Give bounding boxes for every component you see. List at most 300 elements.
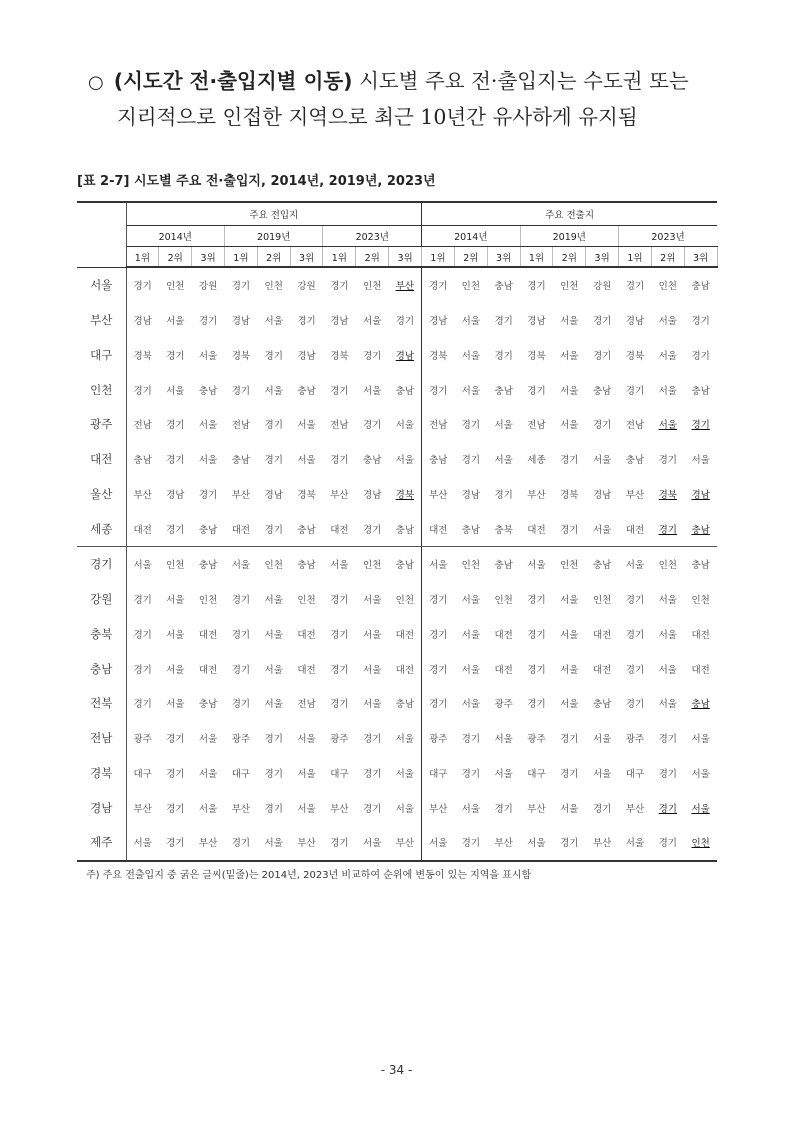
table-cell: 인천 <box>658 560 677 572</box>
table-cell: 인천 <box>363 281 382 293</box>
table-cell: 경기 <box>231 699 251 711</box>
row-region-label: 세종 <box>77 511 126 546</box>
header-year: 2023년 <box>323 226 422 247</box>
table-cell: 충남 <box>454 511 487 546</box>
intro-line-1 <box>88 64 728 100</box>
header-rank: 3위 <box>586 247 619 268</box>
table-cell: 부산 <box>330 489 349 501</box>
table-cell: 경기 <box>198 489 218 501</box>
header-rank: 1위 <box>619 247 652 268</box>
table-cell: 인천 <box>494 595 513 607</box>
table-cell: 서울 <box>592 734 612 746</box>
table-cell: 경북 <box>422 338 455 373</box>
table-cell: 서울 <box>297 734 316 746</box>
table-cell: 경기 <box>527 385 546 397</box>
table-cell: 세종 <box>527 455 546 467</box>
table-cell: 대구 <box>422 756 455 791</box>
table-cell: 충남 <box>494 385 513 397</box>
table-cell: 경기 <box>691 420 710 432</box>
table-cell: 경기 <box>166 803 185 815</box>
table-cell: 인천 <box>461 560 480 572</box>
table-cell: 경기 <box>166 455 185 467</box>
table-cell: 경기 <box>658 455 677 467</box>
table-cell: 서울 <box>198 734 218 746</box>
table-cell: 경기 <box>159 825 192 861</box>
header-rank: 2위 <box>356 247 389 268</box>
table-cell: 경북 <box>133 350 152 362</box>
header-year: 2019년 <box>520 226 618 247</box>
table-cell: 경북 <box>625 350 645 362</box>
table-cell: 대전 <box>592 629 612 641</box>
table-cell: 인천 <box>560 281 579 293</box>
table-cell: 충남 <box>422 442 455 477</box>
table-cell: 경기 <box>527 699 546 711</box>
header-year: 2014년 <box>126 226 224 247</box>
table-cell: 경기 <box>330 699 349 711</box>
table-cell: 경기 <box>691 316 710 328</box>
table-cell: 대구 <box>625 768 645 780</box>
row-region-label: 울산 <box>77 477 126 512</box>
table-cell: 경기 <box>330 385 349 397</box>
table-cell: 경기 <box>323 825 356 861</box>
table-cell: 인천 <box>166 560 185 572</box>
table-cell: 전남 <box>625 420 645 432</box>
table-cell: 경기 <box>494 489 513 501</box>
table-cell: 경기 <box>658 768 677 780</box>
table-cell: 경기 <box>560 455 579 467</box>
table-cell: 인천 <box>297 595 316 607</box>
row-region-label: 광주 <box>77 407 126 442</box>
table-cell: 경기 <box>166 420 185 432</box>
header-blank <box>77 202 126 267</box>
table-cell: 대전 <box>422 511 455 546</box>
table-cell: 서울 <box>395 768 415 780</box>
table-cell: 서울 <box>658 629 677 641</box>
table-cell: 서울 <box>264 385 283 397</box>
table-cell: 경기 <box>527 595 546 607</box>
table-cell: 서울 <box>658 595 677 607</box>
row-region-label: 충남 <box>77 651 126 686</box>
table-cell: 대전 <box>691 629 710 641</box>
table-cell: 서울 <box>395 734 415 746</box>
table-cell: 경기 <box>133 385 152 397</box>
table-cell: 인천 <box>166 281 185 293</box>
table-cell: 서울 <box>264 699 283 711</box>
table-cell: 경기 <box>560 734 579 746</box>
table-cell: 경기 <box>592 803 612 815</box>
table-cell: 서울 <box>691 455 710 467</box>
table-cell: 충남 <box>198 385 218 397</box>
table-cell: 충남 <box>198 699 218 711</box>
table-cell: 대구 <box>133 768 152 780</box>
table-cell: 서울 <box>461 629 480 641</box>
table-cell: 경기 <box>422 617 455 652</box>
header-rank: 2위 <box>257 247 290 268</box>
table-cell: 충남 <box>691 281 710 293</box>
table-cell: 경기 <box>461 420 480 432</box>
table-cell: 서울 <box>395 420 415 432</box>
table-cell: 전남 <box>133 420 152 432</box>
table-cell: 경기 <box>264 803 283 815</box>
table-cell: 경기 <box>592 350 612 362</box>
intro-paragraph <box>88 64 728 134</box>
table-cell: 경남 <box>527 316 546 328</box>
table-cell: 대전 <box>395 629 415 641</box>
table-cell: 서울 <box>395 455 415 467</box>
header-rank: 2위 <box>159 247 192 268</box>
header-year: 2023년 <box>619 226 718 247</box>
table-row <box>77 582 717 617</box>
table-cell: 경북 <box>395 489 415 501</box>
header-year: 2019년 <box>224 226 322 247</box>
table-cell: 서울 <box>658 699 677 711</box>
table-cell: 서울 <box>560 664 579 676</box>
table-row <box>77 511 717 546</box>
table-cell: 서울 <box>560 316 579 328</box>
table-cell: 경기 <box>133 629 152 641</box>
table-cell: 서울 <box>422 547 455 582</box>
table-cell: 경기 <box>133 699 152 711</box>
table-cell: 서울 <box>257 825 290 861</box>
table-row <box>77 407 717 442</box>
table-cell: 서울 <box>166 385 185 397</box>
table-cell: 충남 <box>691 385 710 397</box>
table-cell: 부산 <box>290 825 323 861</box>
table-cell: 대전 <box>297 629 316 641</box>
table-row <box>77 442 717 477</box>
row-region-label: 부산 <box>77 303 126 338</box>
table-cell: 충남 <box>363 455 382 467</box>
table-cell: 전남 <box>527 420 546 432</box>
row-region-label: 전북 <box>77 686 126 721</box>
table-cell: 광주 <box>330 734 349 746</box>
row-region-label: 서울 <box>77 267 126 303</box>
table-cell: 경기 <box>461 768 480 780</box>
table-cell: 인천 <box>461 281 480 293</box>
table-cell: 경기 <box>264 768 283 780</box>
table-cell: 서울 <box>658 350 677 362</box>
table-cell: 서울 <box>461 664 480 676</box>
table-cell: 부산 <box>586 825 619 861</box>
table-cell: 서울 <box>198 455 218 467</box>
table-cell: 경기 <box>553 511 586 546</box>
table-cell: 경기 <box>651 825 684 861</box>
table-cell: 인천 <box>592 595 612 607</box>
table-cell: 경기 <box>224 825 257 861</box>
table-row <box>77 303 717 338</box>
table-cell: 경기 <box>560 768 579 780</box>
table-cell: 충남 <box>395 560 415 572</box>
table-cell: 서울 <box>494 768 513 780</box>
table-cell: 전남 <box>330 420 349 432</box>
table-cell: 인천 <box>264 281 283 293</box>
header-rank: 1위 <box>422 247 455 268</box>
table-row <box>77 267 717 303</box>
table-cell: 경기 <box>592 420 612 432</box>
table-cell: 서울 <box>527 560 546 572</box>
table-cell: 경기 <box>231 629 251 641</box>
table-cell: 서울 <box>166 664 185 676</box>
bullet-icon: ○ <box>88 72 104 93</box>
table-cell: 경남 <box>231 316 251 328</box>
table-cell: 서울 <box>520 825 553 861</box>
table-cell: 경기 <box>330 281 349 293</box>
header-rank: 1위 <box>323 247 356 268</box>
table-cell: 서울 <box>264 664 283 676</box>
table-cell: 인천 <box>560 560 579 572</box>
table-cell: 대전 <box>494 664 513 676</box>
table-cell: 충남 <box>290 511 323 546</box>
table-cell: 대전 <box>198 629 218 641</box>
table-caption: [표 2-7] 시도별 주요 전·출입지, 2014년, 2019년, 2023년 <box>77 174 436 189</box>
table-cell: 서울 <box>691 768 710 780</box>
table-cell: 서울 <box>619 825 652 861</box>
table-cell: 서울 <box>494 455 513 467</box>
table-cell: 인천 <box>264 560 283 572</box>
header-rank: 2위 <box>553 247 586 268</box>
table-cell: 충남 <box>395 699 415 711</box>
row-region-label: 경남 <box>77 790 126 825</box>
row-region-label: 충북 <box>77 617 126 652</box>
table-cell: 강원 <box>297 281 316 293</box>
table-cell: 경기 <box>264 455 283 467</box>
header-rank: 3위 <box>389 247 422 268</box>
table-cell: 경남 <box>592 489 612 501</box>
table-cell: 경북 <box>297 489 316 501</box>
table-cell: 경기 <box>363 768 382 780</box>
table-cell: 경기 <box>527 664 546 676</box>
table-cell: 경기 <box>363 803 382 815</box>
table-cell: 경기 <box>264 350 283 362</box>
table-cell: 서울 <box>560 803 579 815</box>
table-cell: 서울 <box>494 420 513 432</box>
table-cell: 강원 <box>198 281 218 293</box>
table-cell: 부산 <box>625 803 645 815</box>
table-cell: 부산 <box>422 790 455 825</box>
table-cell: 서울 <box>363 316 382 328</box>
table-cell: 경기 <box>330 595 349 607</box>
table-cell: 경기 <box>264 734 283 746</box>
header-rank: 1위 <box>126 247 159 268</box>
intro-bold-heading: (시도간 전·출입지별 이동) <box>113 69 353 93</box>
header-rank: 2위 <box>651 247 684 268</box>
table-cell: 서울 <box>658 316 677 328</box>
table-cell: 경기 <box>651 511 684 546</box>
table-cell: 서울 <box>560 385 579 397</box>
table-cell: 경기 <box>133 664 152 676</box>
table-row <box>77 338 717 373</box>
table-cell: 서울 <box>363 595 382 607</box>
table-cell: 서울 <box>560 595 579 607</box>
table-cell: 서울 <box>363 629 382 641</box>
table-cell: 경기 <box>133 595 152 607</box>
table-cell: 대전 <box>297 664 316 676</box>
table-cell: 경기 <box>658 803 677 815</box>
header-rank: 1위 <box>520 247 553 268</box>
table-cell: 경기 <box>625 699 645 711</box>
table-cell: 경기 <box>166 768 185 780</box>
table-cell: 경기 <box>133 281 152 293</box>
table-cell: 인천 <box>198 595 218 607</box>
table-cell: 경기 <box>625 281 645 293</box>
table-cell: 부산 <box>231 803 251 815</box>
table-cell: 경기 <box>264 420 283 432</box>
table-row <box>77 756 717 791</box>
table-cell: 경기 <box>592 316 612 328</box>
table-cell: 경기 <box>330 664 349 676</box>
table-row <box>77 651 717 686</box>
table-cell: 서울 <box>625 560 645 572</box>
table-cell: 경기 <box>625 385 645 397</box>
table-cell: 충남 <box>389 511 422 546</box>
table-cell: 서울 <box>658 664 677 676</box>
table-cell: 경기 <box>159 511 192 546</box>
table-cell: 서울 <box>297 803 316 815</box>
table-cell: 경기 <box>166 734 185 746</box>
table-cell: 경기 <box>363 734 382 746</box>
table-cell: 경남 <box>133 316 152 328</box>
table-cell: 서울 <box>297 455 316 467</box>
table-cell: 충남 <box>494 281 513 293</box>
table-cell: 경북 <box>658 489 677 501</box>
intro-line-2: 지리적으로 인접한 지역으로 최근 10년간 유사하게 유지됨 <box>117 105 638 129</box>
table-cell: 대구 <box>330 768 349 780</box>
table-cell: 충남 <box>192 511 225 546</box>
table-cell: 부산 <box>422 477 455 512</box>
table-cell: 서울 <box>356 825 389 861</box>
row-region-label: 강원 <box>77 582 126 617</box>
table-cell: 전남 <box>231 420 251 432</box>
table-cell: 경남 <box>166 489 185 501</box>
table-cell: 경북 <box>330 350 349 362</box>
table-cell: 충남 <box>625 455 645 467</box>
table-cell: 경기 <box>422 267 455 303</box>
table-cell: 경남 <box>264 489 283 501</box>
table-cell: 경기 <box>330 455 349 467</box>
row-region-label: 경기 <box>77 547 126 582</box>
table-cell: 서울 <box>461 595 480 607</box>
table-cell: 충남 <box>231 455 251 467</box>
table-row <box>77 686 717 721</box>
table-cell: 서울 <box>264 595 283 607</box>
table-cell: 경기 <box>422 686 455 721</box>
table-cell: 광주 <box>231 734 251 746</box>
table-cell: 충남 <box>684 511 717 546</box>
table-cell: 경기 <box>231 595 251 607</box>
table-cell: 서울 <box>330 560 349 572</box>
row-region-label: 대구 <box>77 338 126 373</box>
table-cell: 인천 <box>691 595 710 607</box>
table-cell: 인천 <box>363 560 382 572</box>
table-cell: 경기 <box>330 629 349 641</box>
table-cell: 부산 <box>527 803 546 815</box>
table-cell: 충남 <box>297 560 316 572</box>
table-cell: 경북 <box>527 350 546 362</box>
row-region-label: 전남 <box>77 721 126 756</box>
table-cell: 대전 <box>395 664 415 676</box>
table-cell: 경기 <box>461 455 480 467</box>
table-cell: 부산 <box>192 825 225 861</box>
table-row <box>77 477 717 512</box>
header-group-outflow: 주요 전출지 <box>422 202 718 226</box>
row-region-label: 제주 <box>77 825 126 861</box>
row-region-label: 대전 <box>77 442 126 477</box>
header-year: 2014년 <box>422 226 520 247</box>
table-cell: 경기 <box>494 350 513 362</box>
table-cell: 경기 <box>527 629 546 641</box>
table-cell: 경기 <box>297 316 316 328</box>
table-cell: 서울 <box>198 420 218 432</box>
table-cell: 서울 <box>691 734 710 746</box>
table-cell: 경남 <box>297 350 316 362</box>
migration-table <box>77 201 718 862</box>
table-cell: 충남 <box>297 385 316 397</box>
table-cell: 부산 <box>527 489 546 501</box>
table-cell: 경기 <box>363 420 382 432</box>
header-rank: 2위 <box>454 247 487 268</box>
table-cell: 충남 <box>133 455 152 467</box>
table-cell: 경남 <box>625 316 645 328</box>
table-cell: 경남 <box>422 303 455 338</box>
table-cell: 서울 <box>264 629 283 641</box>
table-cell: 충남 <box>592 699 612 711</box>
table-cell: 인천 <box>395 595 415 607</box>
table-cell: 강원 <box>592 281 612 293</box>
table-cell: 서울 <box>586 511 619 546</box>
row-region-label: 인천 <box>77 372 126 407</box>
table-cell: 광주 <box>494 699 513 711</box>
table-cell: 광주 <box>133 734 152 746</box>
table-cell: 대전 <box>619 511 652 546</box>
table-cell: 경기 <box>461 734 480 746</box>
table-cell: 경기 <box>231 664 251 676</box>
table-cell: 대전 <box>691 664 710 676</box>
table-cell: 경기 <box>231 385 251 397</box>
table-cell: 대전 <box>198 664 218 676</box>
table-cell: 서울 <box>592 455 612 467</box>
table-cell: 서울 <box>461 699 480 711</box>
table-row <box>77 825 717 861</box>
table-cell: 경기 <box>494 316 513 328</box>
table-cell: 경기 <box>363 350 382 362</box>
table-cell: 경남 <box>330 316 349 328</box>
table-cell: 서울 <box>198 803 218 815</box>
header-rank: 3위 <box>192 247 225 268</box>
table-cell: 인천 <box>658 281 677 293</box>
table-row <box>77 617 717 652</box>
table-cell: 경기 <box>553 825 586 861</box>
table-cell: 서울 <box>133 560 152 572</box>
table-cell: 서울 <box>395 803 415 815</box>
table-cell: 서울 <box>198 768 218 780</box>
table-cell: 서울 <box>363 385 382 397</box>
table-cell: 부산 <box>625 489 645 501</box>
table-cell: 경기 <box>356 511 389 546</box>
table-cell: 경기 <box>527 281 546 293</box>
table-cell: 서울 <box>461 350 480 362</box>
header-rank: 3위 <box>684 247 717 268</box>
header-group-inflow: 주요 전입지 <box>126 202 422 226</box>
table-cell: 서울 <box>658 385 677 397</box>
table-row <box>77 372 717 407</box>
table-cell: 충남 <box>395 385 415 397</box>
table-row <box>77 547 717 582</box>
table-cell: 경기 <box>257 511 290 546</box>
table-cell: 경기 <box>395 316 415 328</box>
table-cell: 경기 <box>422 651 455 686</box>
table-cell: 서울 <box>560 420 579 432</box>
table-cell: 경북 <box>231 350 251 362</box>
